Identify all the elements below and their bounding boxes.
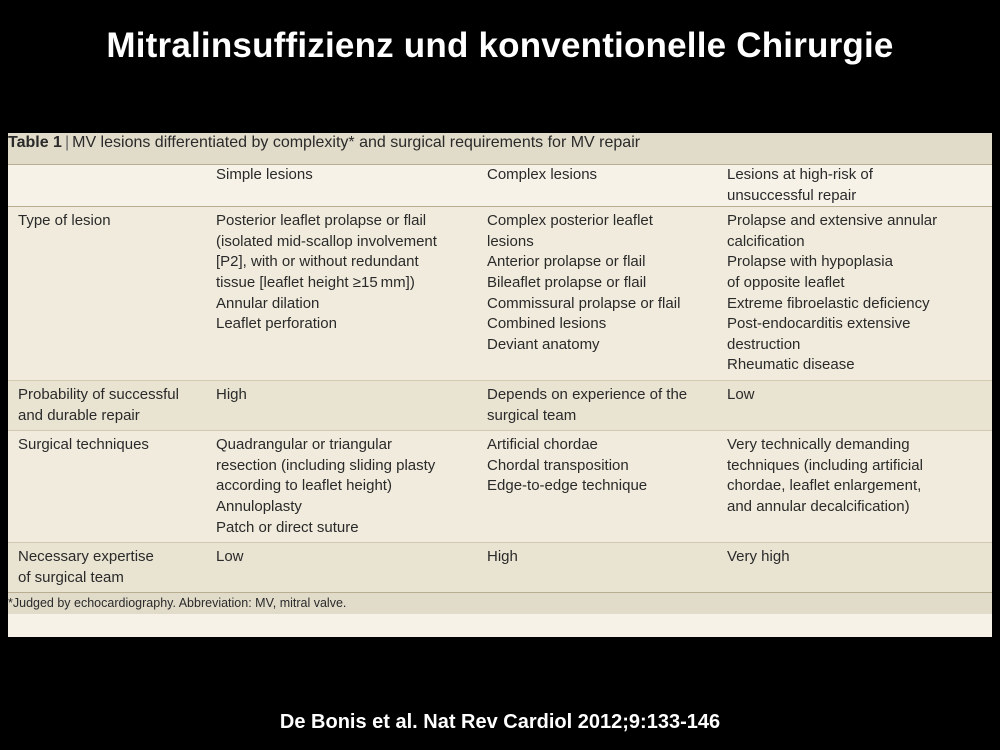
cell-line: Combined lesions bbox=[487, 315, 607, 333]
table-footnote: *Judged by echocardiography. Abbreviation: MV, mitral valve. bbox=[8, 593, 992, 614]
cell-line: surgical team bbox=[487, 406, 577, 424]
cell-line: Rheumatic disease bbox=[727, 356, 855, 374]
cell-line: destruction bbox=[727, 335, 801, 353]
cell-line: Chordal transposition bbox=[487, 456, 629, 474]
row-label-cell bbox=[8, 380, 216, 430]
table-caption-row bbox=[8, 133, 992, 165]
cell-line: of surgical team bbox=[18, 568, 124, 586]
cell-line: Very high bbox=[727, 548, 790, 566]
citation: De Bonis et al. Nat Rev Cardiol 2012;9:133-146 bbox=[279, 711, 721, 733]
header-blank bbox=[8, 165, 216, 207]
table-row bbox=[8, 431, 992, 543]
cell-line: Low bbox=[216, 548, 244, 566]
cell-line: Very technically demanding bbox=[727, 436, 910, 454]
table-caption bbox=[8, 133, 992, 165]
cell-line: Annular dilation bbox=[216, 294, 320, 312]
cell-line: Low bbox=[727, 385, 755, 403]
cell-line: techniques (including artificial bbox=[727, 456, 923, 474]
cell-line: calcification bbox=[727, 232, 805, 250]
header-simple-lesions bbox=[216, 165, 487, 207]
cell-line: Edge-to-edge technique bbox=[487, 477, 648, 495]
cell-line: Complex posterior leaflet bbox=[487, 212, 653, 230]
cell-line: Post-endocarditis extensive bbox=[727, 315, 911, 333]
cell-line: according to leaflet height) bbox=[216, 477, 392, 495]
high-risk-cell bbox=[727, 380, 992, 430]
cell-line: Depends on experience of the bbox=[487, 385, 688, 403]
cell-line: chordae, leaflet enlargement, bbox=[727, 477, 922, 495]
cell-line: resection (including sliding plasty bbox=[216, 456, 436, 474]
cell-line: Prolapse with hypoplasia bbox=[727, 253, 893, 271]
cell-line: Annuloplasty bbox=[216, 497, 302, 515]
table-row bbox=[8, 543, 992, 593]
header-complex-lesions bbox=[487, 165, 727, 207]
header-line: Lesions at high-risk of bbox=[727, 166, 873, 183]
cell-line: Anterior prolapse or flail bbox=[487, 253, 646, 271]
cell-line: Surgical techniques bbox=[18, 436, 149, 454]
simple-lesions-cell bbox=[216, 431, 487, 543]
cell-line: Prolapse and extensive annular bbox=[727, 212, 938, 230]
cell-line: Commissural prolapse or flail bbox=[487, 294, 681, 312]
simple-lesions-cell bbox=[216, 380, 487, 430]
cell-line: lesions bbox=[487, 232, 534, 250]
header-line: unsuccessful repair bbox=[727, 186, 857, 204]
header-line: Complex lesions bbox=[487, 166, 598, 183]
cell-line: Bileaflet prolapse or flail bbox=[487, 273, 647, 291]
cell-line: Quadrangular or triangular bbox=[216, 436, 392, 454]
cell-line: Leaflet perforation bbox=[216, 315, 337, 333]
row-label-cell bbox=[8, 431, 216, 543]
table-caption-separator: | bbox=[64, 134, 70, 151]
cell-line: High bbox=[216, 385, 247, 403]
table-caption-label: Table 1 bbox=[8, 134, 62, 151]
header-high-risk-lesions bbox=[727, 165, 992, 207]
table-row bbox=[8, 207, 992, 381]
cell-line: (isolated mid-scallop involvement bbox=[216, 232, 437, 250]
cell-line: [P2], with or without redundant bbox=[216, 253, 419, 271]
cell-line: High bbox=[487, 548, 518, 566]
row-label-cell bbox=[8, 543, 216, 593]
cell-line: Probability of successful bbox=[18, 385, 179, 403]
table-caption-text: MV lesions differentiated by complexity* and surgical requirements for MV repair bbox=[72, 134, 641, 151]
simple-lesions-cell bbox=[216, 543, 487, 593]
row-label-cell bbox=[8, 207, 216, 381]
high-risk-cell bbox=[727, 543, 992, 593]
cell-line: and annular decalcification) bbox=[727, 497, 910, 515]
slide-title: Mitralinsuffizienz und konventionelle Chirurgie bbox=[106, 26, 894, 65]
cell-line: Artificial chordae bbox=[487, 436, 598, 454]
complex-lesions-cell bbox=[487, 380, 727, 430]
cell-line: Posterior leaflet prolapse or flail bbox=[216, 212, 427, 230]
cell-line: and durable repair bbox=[18, 406, 140, 424]
high-risk-cell bbox=[727, 207, 992, 381]
complex-lesions-cell bbox=[487, 207, 727, 381]
simple-lesions-cell bbox=[216, 207, 487, 381]
lesion-table bbox=[8, 133, 992, 614]
high-risk-cell bbox=[727, 431, 992, 543]
cell-line: Type of lesion bbox=[18, 212, 111, 230]
header-line: Simple lesions bbox=[216, 166, 313, 183]
complex-lesions-cell bbox=[487, 431, 727, 543]
cell-line: of opposite leaflet bbox=[727, 273, 845, 291]
table-row bbox=[8, 380, 992, 430]
cell-line: Deviant anatomy bbox=[487, 335, 600, 353]
table-footnote-row bbox=[8, 593, 992, 614]
cell-line: Necessary expertise bbox=[18, 548, 154, 566]
cell-line: Patch or direct suture bbox=[216, 518, 359, 536]
cell-line: Extreme fibroelastic deficiency bbox=[727, 294, 930, 312]
complex-lesions-cell bbox=[487, 543, 727, 593]
cell-line: tissue [leaflet height ≥15 mm]) bbox=[216, 273, 415, 291]
table-header-row bbox=[8, 165, 992, 207]
lesion-table-container bbox=[8, 133, 992, 637]
